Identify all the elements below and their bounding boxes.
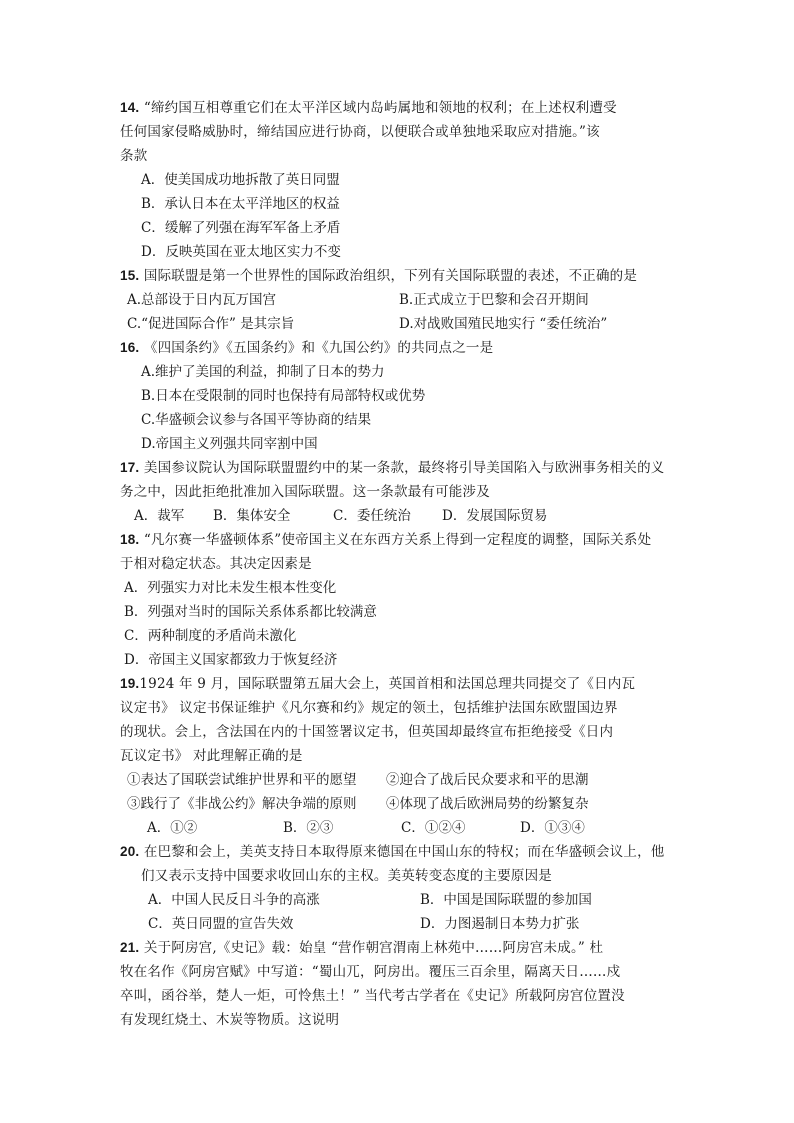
q14-option-d: D．反映英国在亚太地区实力不变: [141, 244, 341, 260]
q14-stem-text-1: “缔约国互相尊重它们在太平洋区域内岛屿属地和领地的权利；在上述权利遭受: [143, 100, 617, 116]
q18-number: 18.: [120, 532, 140, 547]
q21-number: 21.: [120, 940, 140, 955]
q17-option-a: A．裁军: [134, 508, 185, 524]
q19-stem-text-1: 1924 年 9 月，国际联盟第五届大会上，英国首相和法国总理共同提交了《日内瓦: [139, 676, 636, 692]
q16-number: 16.: [120, 340, 140, 355]
q19-option-a: A．①②: [147, 820, 198, 836]
q18-option-a: A．列强实力对比未发生根本性变化: [124, 580, 337, 596]
q20-stem-line-2: 们又表示支持中国要求收回山东的主权。美英转变态度的主要原因是: [141, 868, 552, 884]
q19-option-c: C．①②④: [401, 820, 466, 836]
q14-stem-line-3: 条款: [120, 148, 148, 164]
q20-option-c: C．英日同盟的宣告失效: [148, 916, 294, 932]
q15-stem-text: 国际联盟是第一个世界性的国际政治组织，下列有关国际联盟的表述，不正确的是: [143, 268, 638, 284]
q20-option-a: A．中国人民反日斗争的高涨: [148, 892, 320, 908]
q17-option-c: C．委任统治: [333, 508, 411, 524]
q17-option-d: D．发展国际贸易: [442, 508, 548, 524]
q17-number: 17.: [120, 460, 140, 475]
q20-option-d: D．力图遏制日本势力扩张: [420, 916, 580, 932]
q19-stem-line-2: 议定书》 议定书保证维护《凡尔赛和约》规定的领土，包括维护法国东欧盟国边界: [120, 700, 618, 716]
q19-statement-2: ②迎合了战后民众要求和平的思潮: [386, 772, 589, 788]
q19-stem-line-3: 的现状。会上，含法国在内的十国签署议定书，但英国却最终宣布拒绝接受《日内: [120, 724, 614, 740]
q19-number: 19.: [120, 676, 140, 691]
q19-option-b: B．②③: [283, 820, 334, 836]
q18-option-b: B．列强对当时的国际关系体系都比较满意: [124, 604, 377, 620]
q18-stem-text-1: “凡尔赛一华盛顿体系”使帝国主义在东西方关系上得到一定程度的调整，国际关系处: [143, 532, 652, 548]
q16-stem: [120, 339, 493, 357]
q20-number: 20.: [120, 844, 140, 859]
q15-stem: [120, 267, 637, 285]
q16-option-a: A.维护了美国的利益，抑制了日本的势力: [141, 364, 385, 380]
q14-option-c: C．缓解了列强在海军军备上矛盾: [141, 220, 341, 236]
q17-stem-line-1: [120, 459, 664, 477]
q14-number: 14.: [120, 100, 140, 115]
q17-stem-line-2: 务之中，因此拒绝批准加入国际联盟。这一条款最有可能涉及: [120, 484, 490, 500]
q17-option-b: B．集体安全: [213, 508, 291, 524]
q19-statement-3: ③践行了《非战公约》解决争端的原则: [127, 796, 357, 812]
q20-option-b: B．中国是国际联盟的参加国: [420, 892, 592, 908]
q15-number: 15.: [120, 268, 140, 283]
q20-stem-line-1: [120, 843, 664, 861]
q16-option-c: C.华盛顿会议参与各国平等协商的结果: [141, 412, 372, 428]
q21-stem-line-4: 有发现红烧土、木炭等物质。这说明: [120, 1012, 340, 1028]
q18-stem-line-2: 于相对稳定状态。其决定因素是: [120, 556, 312, 572]
q20-stem-text-1: 在巴黎和会上，美英支持日本取得原来德国在中国山东的特权；而在华盛顿会议上，他: [143, 844, 665, 860]
q21-stem-line-2: 牧在名作《阿房宫赋》中写道：“蜀山兀，阿房出。覆压三百余里，隔离天日……戍: [120, 964, 621, 980]
q16-stem-text: 《四国条约》《五国条约》和《九国公约》的共同点之一是: [143, 340, 494, 356]
q15-option-c: C.“促进国际合作” 是其宗旨: [127, 316, 295, 332]
q19-option-d: D．①③④: [520, 820, 585, 836]
q14-stem-line-1: [120, 99, 617, 117]
q15-option-a: A.总部设于日内瓦万国宫: [127, 292, 277, 308]
q19-stem-line-1: [120, 675, 635, 693]
q15-option-d: D.对战败国殖民地实行 “委任统治”: [399, 316, 608, 332]
q18-option-c: C．两种制度的矛盾尚未激化: [124, 628, 297, 644]
q14-option-b: B．承认日本在太平洋地区的权益: [141, 196, 340, 212]
q15-option-b: B.正式成立于巴黎和会召开期间: [399, 292, 589, 308]
q21-stem-text-1: 关于阿房宫,《史记》载：始皇 “营作朝宫渭南上林苑中……阿房宫未成。” 杜: [143, 940, 604, 956]
q19-stem-line-4: 瓦议定书》 对此理解正确的是: [120, 748, 303, 764]
q18-option-d: D．帝国主义国家都致力于恢复经济: [124, 652, 338, 668]
q17-stem-text-1: 美国参议院认为国际联盟盟约中的某一条款，最终将引导美国陷入与欧洲事务相关的义: [143, 460, 665, 476]
q16-option-d: D.帝国主义列强共同宰割中国: [141, 436, 318, 452]
q14-option-a: A．使美国成功地拆散了英日同盟: [141, 172, 340, 188]
q21-stem-line-1: [120, 939, 603, 957]
q19-statement-1: ①表达了国联尝试维护世界和平的愿望: [127, 772, 357, 788]
q18-stem-line-1: [120, 531, 651, 549]
q19-statement-4: ④体现了战后欧洲局势的纷繁复杂: [386, 796, 589, 812]
q14-stem-line-2: 任何国家侵略威胁时，缔结国应进行协商，以便联合或单独地采取应对措施。”该: [120, 124, 600, 140]
q16-option-b: B.日本在受限制的同时也保持有局部特权或优势: [141, 388, 426, 404]
q21-stem-line-3: 卒叫，函谷举，楚人一炬，可怜焦土！” 当代考古学者在《史记》所载阿房宫位置没: [120, 988, 625, 1004]
